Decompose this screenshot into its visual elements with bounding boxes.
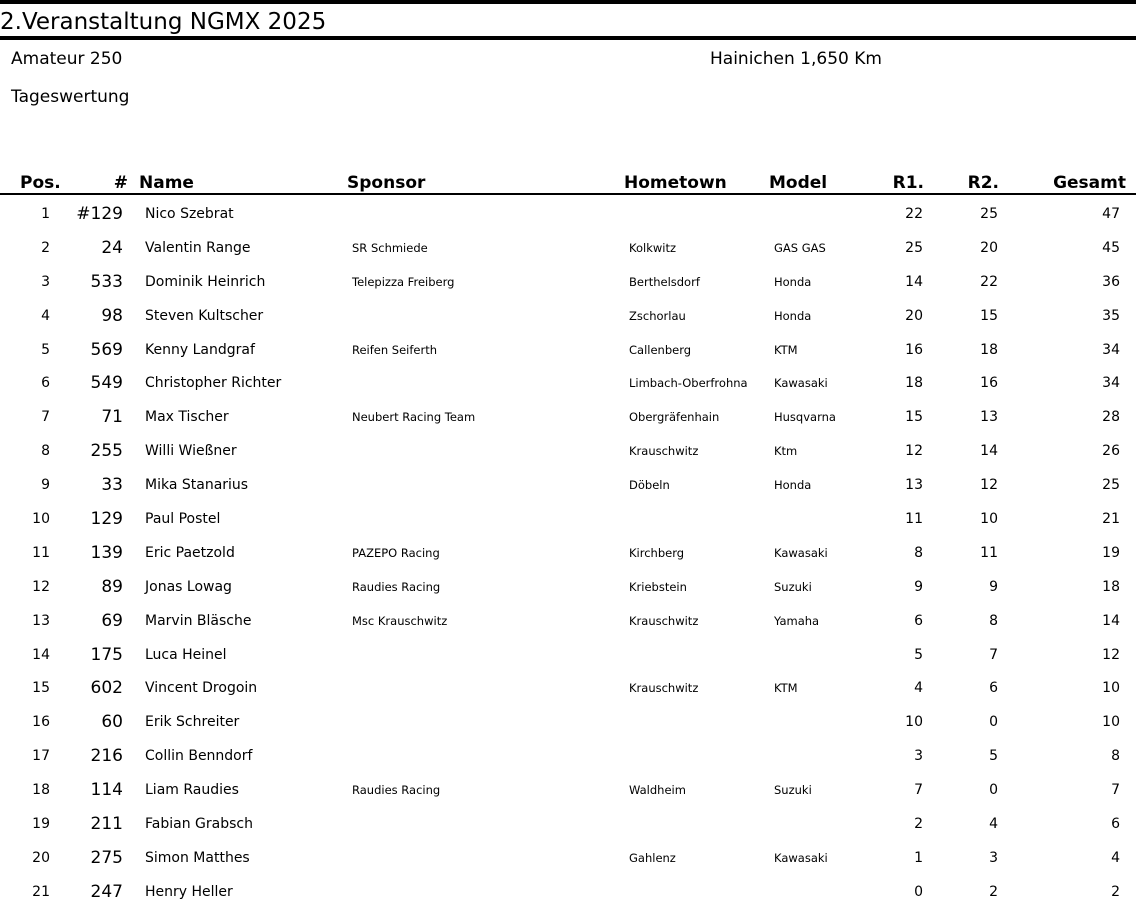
cell-model: KTM <box>774 681 798 696</box>
title-rule <box>0 36 1136 40</box>
cell-total: 35 <box>1102 307 1120 324</box>
cell-r1: 18 <box>905 375 923 392</box>
cell-number: 139 <box>90 542 123 563</box>
cell-number: 533 <box>90 271 123 292</box>
cell-number: 569 <box>90 339 123 360</box>
cell-number: 216 <box>90 746 123 767</box>
cell-r1: 5 <box>914 646 923 663</box>
cell-r1: 20 <box>905 307 923 324</box>
cell-r2: 6 <box>989 680 998 697</box>
cell-number: #129 <box>76 204 123 224</box>
cell-r1: 2 <box>914 816 923 833</box>
table-row <box>0 876 1136 910</box>
cell-name: Fabian Grabsch <box>145 816 253 833</box>
cell-pos: 4 <box>41 307 50 324</box>
cell-total: 7 <box>1111 782 1120 799</box>
cell-total: 34 <box>1102 341 1120 358</box>
cell-total: 4 <box>1111 849 1120 866</box>
header-model: Model <box>769 173 828 193</box>
cell-r1: 11 <box>905 511 923 528</box>
table-row <box>0 435 1136 469</box>
cell-model: Honda <box>774 274 812 289</box>
table-row <box>0 266 1136 300</box>
cell-total: 14 <box>1102 612 1120 629</box>
table-row <box>0 537 1136 571</box>
cell-hometown: Obergräfenhain <box>629 410 720 425</box>
cell-name: Simon Matthes <box>145 849 250 866</box>
cell-name: Collin Benndorf <box>145 748 253 765</box>
cell-hometown: Zschorlau <box>629 308 686 323</box>
cell-number: 275 <box>90 847 123 868</box>
cell-number: 24 <box>101 237 123 258</box>
cell-pos: 21 <box>32 883 50 900</box>
table-row <box>0 672 1136 706</box>
cell-r2: 11 <box>980 544 998 561</box>
cell-hometown: Berthelsdorf <box>629 274 700 289</box>
cell-r1: 14 <box>905 273 923 290</box>
cell-model: KTM <box>774 342 798 357</box>
cell-name: Steven Kultscher <box>145 307 264 324</box>
cell-total: 36 <box>1102 273 1120 290</box>
cell-r2: 16 <box>980 375 998 392</box>
cell-pos: 10 <box>32 511 50 528</box>
cell-hometown: Gahlenz <box>629 850 676 865</box>
cell-r1: 7 <box>914 782 923 799</box>
cell-model: Yamaha <box>774 613 820 628</box>
table-row <box>0 401 1136 435</box>
cell-r2: 4 <box>989 816 998 833</box>
cell-number: 114 <box>90 780 123 801</box>
cell-hometown: Döbeln <box>629 478 670 493</box>
cell-model: Honda <box>774 308 812 323</box>
table-row <box>0 842 1136 876</box>
header-r1: R1. <box>892 173 924 193</box>
cell-total: 10 <box>1102 714 1120 731</box>
cell-number: 247 <box>90 881 123 902</box>
cell-pos: 17 <box>32 748 50 765</box>
cell-r2: 9 <box>989 578 998 595</box>
cell-total: 28 <box>1102 409 1120 426</box>
cell-model: Kawasaki <box>774 545 828 560</box>
table-row <box>0 740 1136 774</box>
top-rule <box>0 0 1136 4</box>
cell-r1: 10 <box>905 714 923 731</box>
cell-r2: 0 <box>989 782 998 799</box>
cell-sponsor: Msc Krauschwitz <box>352 613 448 628</box>
header-r2: R2. <box>967 173 999 193</box>
table-row <box>0 605 1136 639</box>
cell-number: 129 <box>90 509 123 530</box>
cell-r1: 15 <box>905 409 923 426</box>
header-rule <box>0 193 1136 195</box>
cell-name: Luca Heinel <box>145 646 227 663</box>
results-subtitle: Tageswertung <box>11 87 130 107</box>
table-row <box>0 639 1136 673</box>
cell-name: Valentin Range <box>145 239 251 256</box>
cell-number: 549 <box>90 373 123 394</box>
cell-name: Dominik Heinrich <box>145 273 266 290</box>
cell-number: 255 <box>90 441 123 462</box>
cell-total: 18 <box>1102 578 1120 595</box>
cell-pos: 2 <box>41 239 50 256</box>
cell-name: Max Tischer <box>145 409 229 426</box>
cell-name: Vincent Drogoin <box>145 680 258 697</box>
cell-hometown: Kolkwitz <box>629 240 677 255</box>
cell-pos: 18 <box>32 782 50 799</box>
cell-hometown: Krauschwitz <box>629 681 699 696</box>
table-row <box>0 300 1136 334</box>
cell-name: Marvin Bläsche <box>145 612 252 629</box>
cell-number: 175 <box>90 644 123 665</box>
cell-total: 12 <box>1102 646 1120 663</box>
header-pos: Pos. <box>20 173 61 193</box>
cell-r2: 12 <box>980 477 998 494</box>
cell-model: Kawasaki <box>774 850 828 865</box>
cell-total: 10 <box>1102 680 1120 697</box>
cell-number: 33 <box>101 475 123 496</box>
cell-r2: 14 <box>980 443 998 460</box>
table-row <box>0 808 1136 842</box>
table-header <box>0 172 1136 194</box>
cell-sponsor: Reifen Seiferth <box>352 342 438 357</box>
cell-pos: 3 <box>41 273 50 290</box>
cell-r2: 13 <box>980 409 998 426</box>
cell-total: 8 <box>1111 748 1120 765</box>
cell-total: 25 <box>1102 477 1120 494</box>
cell-r2: 18 <box>980 341 998 358</box>
header-hometown: Hometown <box>624 173 727 193</box>
cell-hometown: Callenberg <box>629 342 692 357</box>
cell-model: Husqvarna <box>774 410 836 425</box>
header-total: Gesamt <box>1053 173 1126 193</box>
cell-model: Kawasaki <box>774 376 828 391</box>
cell-hometown: Kirchberg <box>629 545 685 560</box>
cell-r2: 2 <box>989 883 998 900</box>
table-row <box>0 571 1136 605</box>
cell-total: 34 <box>1102 375 1120 392</box>
cell-r2: 20 <box>980 239 998 256</box>
cell-r1: 25 <box>905 239 923 256</box>
event-title: 2.Veranstaltung NGMX 2025 <box>0 9 327 35</box>
cell-name: Nico Szebrat <box>145 206 234 222</box>
cell-r2: 8 <box>989 612 998 629</box>
cell-pos: 15 <box>32 680 50 697</box>
cell-total: 47 <box>1102 206 1120 222</box>
cell-sponsor: Raudies Racing <box>352 579 441 594</box>
cell-r2: 10 <box>980 511 998 528</box>
cell-pos: 1 <box>41 206 50 222</box>
cell-name: Christopher Richter <box>145 375 282 392</box>
cell-number: 69 <box>101 610 123 631</box>
cell-total: 45 <box>1102 239 1120 256</box>
table-row <box>0 503 1136 537</box>
cell-r2: 25 <box>980 206 998 222</box>
header-name: Name <box>139 173 194 193</box>
cell-sponsor: PAZEPO Racing <box>352 545 440 560</box>
cell-name: Jonas Lowag <box>145 578 232 595</box>
cell-model: Ktm <box>774 444 798 459</box>
cell-sponsor: Telepizza Freiberg <box>352 274 455 289</box>
table-row <box>0 367 1136 401</box>
cell-name: Mika Stanarius <box>145 477 249 494</box>
cell-model: Suzuki <box>774 783 812 798</box>
cell-pos: 7 <box>41 409 50 426</box>
cell-pos: 6 <box>41 375 50 392</box>
cell-r1: 13 <box>905 477 923 494</box>
cell-hometown: Limbach-Oberfrohna <box>629 376 748 391</box>
cell-number: 60 <box>101 712 123 733</box>
cell-pos: 9 <box>41 477 50 494</box>
cell-r2: 7 <box>989 646 998 663</box>
cell-name: Willi Wießner <box>145 443 237 460</box>
cell-hometown: Krauschwitz <box>629 444 699 459</box>
table-row <box>0 334 1136 368</box>
cell-r1: 4 <box>914 680 923 697</box>
cell-pos: 20 <box>32 849 50 866</box>
cell-sponsor: SR Schmiede <box>352 240 428 255</box>
cell-pos: 12 <box>32 578 50 595</box>
cell-model: Honda <box>774 478 812 493</box>
cell-pos: 19 <box>32 816 50 833</box>
cell-r2: 5 <box>989 748 998 765</box>
cell-name: Paul Postel <box>145 511 221 528</box>
cell-r1: 1 <box>914 849 923 866</box>
cell-name: Kenny Landgraf <box>145 341 255 358</box>
table-row <box>0 706 1136 740</box>
cell-r1: 3 <box>914 748 923 765</box>
cell-r1: 16 <box>905 341 923 358</box>
cell-r2: 22 <box>980 273 998 290</box>
cell-pos: 14 <box>32 646 50 663</box>
table-row <box>0 198 1136 232</box>
cell-total: 19 <box>1102 544 1120 561</box>
cell-name: Eric Paetzold <box>145 544 235 561</box>
cell-sponsor: Raudies Racing <box>352 783 441 798</box>
cell-pos: 8 <box>41 443 50 460</box>
table-row <box>0 774 1136 808</box>
cell-model: GAS GAS <box>774 240 826 255</box>
cell-r1: 22 <box>905 206 923 222</box>
cell-total: 21 <box>1102 511 1120 528</box>
table-row <box>0 469 1136 503</box>
cell-number: 602 <box>90 678 123 699</box>
cell-model: Suzuki <box>774 579 812 594</box>
cell-r1: 8 <box>914 544 923 561</box>
cell-hometown: Kriebstein <box>629 579 687 594</box>
cell-r1: 12 <box>905 443 923 460</box>
cell-total: 26 <box>1102 443 1120 460</box>
table-row <box>0 232 1136 266</box>
header-sponsor: Sponsor <box>347 173 426 193</box>
venue-label: Hainichen 1,650 Km <box>710 49 882 69</box>
cell-hometown: Krauschwitz <box>629 613 699 628</box>
cell-r2: 3 <box>989 849 998 866</box>
cell-pos: 16 <box>32 714 50 731</box>
cell-r2: 0 <box>989 714 998 731</box>
results-table-body <box>0 198 1136 910</box>
cell-hometown: Waldheim <box>629 783 686 798</box>
cell-name: Henry Heller <box>145 883 233 900</box>
cell-number: 89 <box>101 576 123 597</box>
cell-r1: 6 <box>914 612 923 629</box>
cell-pos: 11 <box>32 544 50 561</box>
cell-number: 71 <box>101 407 123 428</box>
cell-name: Erik Schreiter <box>145 714 240 731</box>
cell-number: 211 <box>90 814 123 835</box>
cell-total: 2 <box>1111 883 1120 900</box>
cell-pos: 5 <box>41 341 50 358</box>
cell-sponsor: Neubert Racing Team <box>352 410 476 425</box>
cell-r1: 9 <box>914 578 923 595</box>
cell-number: 98 <box>101 305 123 326</box>
cell-r1: 0 <box>914 883 923 900</box>
cell-pos: 13 <box>32 612 50 629</box>
cell-total: 6 <box>1111 816 1120 833</box>
cell-name: Liam Raudies <box>145 782 239 799</box>
class-label: Amateur 250 <box>11 49 123 69</box>
cell-r2: 15 <box>980 307 998 324</box>
header-number: # <box>113 173 128 193</box>
